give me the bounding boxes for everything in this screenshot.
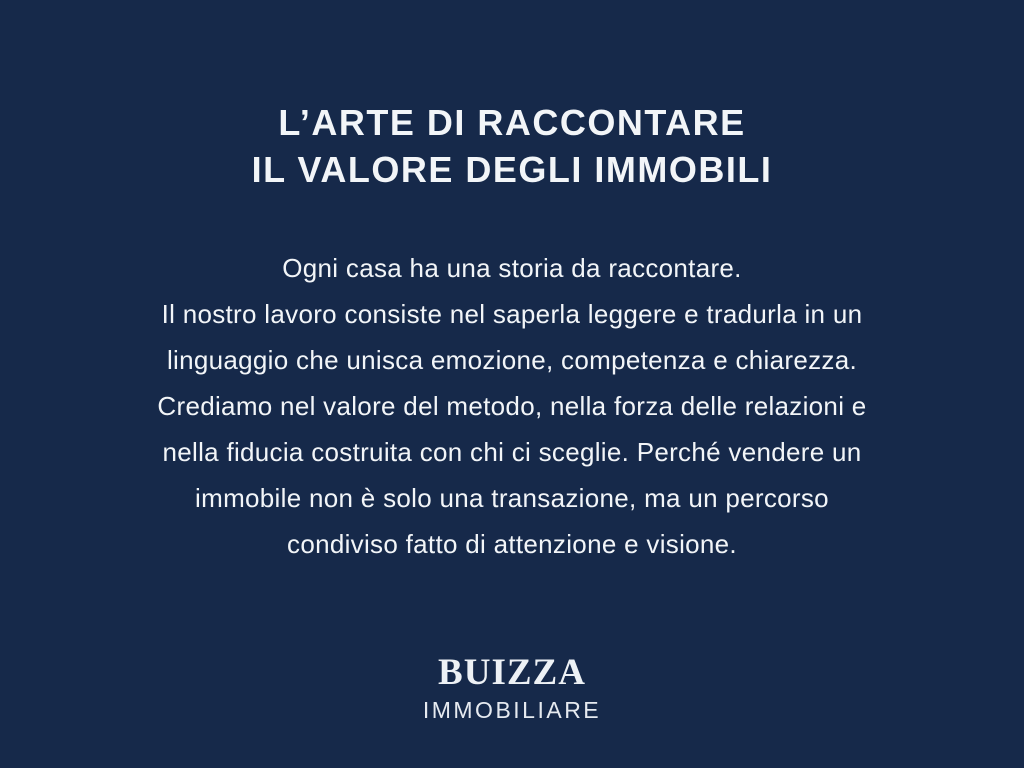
body-line-6: immobile non è solo una transazione, ma un percorso [195, 483, 829, 513]
body-line-4: Crediamo nel valore del metodo, nella forza delle relazioni e [157, 391, 867, 421]
logo-wordmark: BUIZZA [438, 652, 586, 693]
body-line-1: Ogni casa ha una storia da raccontare. [282, 253, 742, 283]
body-line-2: Il nostro lavoro consiste nel saperla leggere e tradurla in un [161, 299, 863, 329]
body-line-3: linguaggio che unisca emozione, competenza e chiarezza. [166, 345, 857, 375]
body-line-5: nella fiducia costruita con chi ci sceglie. Perché vendere un [162, 437, 862, 467]
logo-subtitle: IMMOBILIARE [422, 697, 602, 723]
page-title [252, 99, 773, 193]
company-logo [423, 653, 601, 725]
title-line-2: IL VALORE DEGLI IMMOBILI [251, 149, 773, 190]
body-line-7: condiviso fatto di attenzione e visione. [287, 529, 737, 559]
body-paragraph [157, 245, 866, 567]
title-line-1: L’ARTE DI RACCONTARE [278, 102, 746, 143]
